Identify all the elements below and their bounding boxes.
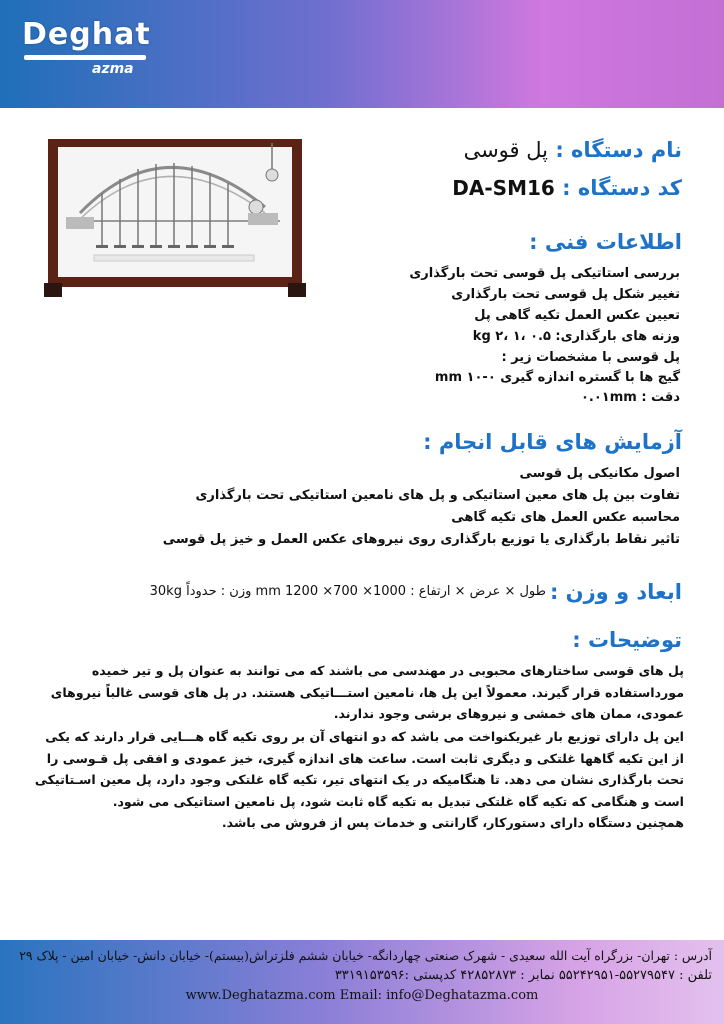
- tech-line-1: بررسی استاتیکی پل قوسی تحت بارگذاری: [409, 266, 680, 281]
- device-name-heading: [464, 138, 682, 162]
- logo-underline: [24, 55, 146, 60]
- device-name-value: پل قوسی: [463, 138, 548, 162]
- tech-line-3: تعیین عکس العمل تکیه گاهی پل: [474, 308, 680, 323]
- device-code-label: کد دستگاه :: [562, 176, 682, 200]
- description-title: توضیحات :: [572, 628, 682, 652]
- footer-web-email[interactable]: www.Deghatazma.com Email: info@Deghatazma.com: [185, 988, 539, 1003]
- arch-bridge-apparatus-image: [40, 135, 310, 303]
- footer-phones: تلفن : ۵۵۲۷۹۵۴۷-۵۵۲۴۲۹۵۱ نمابر : ۴۲۸۵۲۸۷۳ کدپستی :۳۳۱۹۱۵۳۵۹۶: [334, 968, 712, 983]
- tech-line-2: تغییر شکل پل قوسی تحت بارگذاری: [451, 287, 680, 302]
- description-paragraph-1: پل های قوسی ساختارهای محبوبی در مهندسی می باشند که می توانند به عنوان پل و تیر خمیده مورداستفاده قرار گیرند. معمولاً این پل ها، نامعین استـــاتیکی هستند. در پل های قوسی غالباً نیروهای عمودی، ممان های خمشی و نیروهای برشی وجود ندارند.: [50, 663, 684, 721]
- dimensions-text: طول × عرض × ارتفاع : 1000× 700× 1200 mm وزن : حدوداً 30kg: [149, 584, 546, 599]
- experiment-line-4: تاثیر نقاط بارگذاری یا توزیع بارگذاری روی نیروهای عکس العمل و خیز پل قوسی: [162, 532, 680, 547]
- tech-line-6: گیج ها با گستره اندازه گیری ۰-۱۰ mm: [434, 370, 680, 385]
- experiment-line-1: اصول مکانیکی پل قوسی: [519, 466, 680, 481]
- dimensions-title: ابعاد و وزن :: [549, 580, 682, 604]
- experiment-line-2: تفاوت بین پل های معین استاتیکی و پل های نامعین استاتیکی تحت بارگذاری: [195, 488, 680, 503]
- experiments-title: آزمایش های قابل انجام :: [423, 430, 682, 454]
- description-paragraph-2: این پل دارای توزیع بار غیریکنواخت می باشد که دو انتهای آن بر روی تکیه گاه هـــایی قرار دارند که یکی از این تکیه گاهها غلتکی و دیگری ثابت است. ساعت های اندازه گیری، خیز عمودی و افقی پل قـوسی را تحت بارگذاری نشان می دهد. تا هنگامیکه در یک انتهای تیر، تکیه گاه غلتکی وجود دارد، پل معین اسـتاتیکی است و هنگامی که تکیه گاه غلتکی تبدیل به تکیه گاه ثابت شود، پل نامعین استاتیکی می شود.: [34, 729, 684, 809]
- tech-info-title: اطلاعات فنی :: [529, 230, 682, 254]
- tech-line-4: وزنه های بارگذاری: ۰.۵ ،۱ ،۲ kg: [472, 329, 680, 344]
- tech-line-7: دقت : ۰.۰۱mm: [580, 390, 680, 405]
- device-name-label: نام دستگاه :: [555, 138, 682, 162]
- logo-main-text: Deghat: [22, 17, 151, 52]
- footer-address: آدرس : تهران- بزرگراه آیت الله سعیدی - شهرک صنعتی چهاردانگه- خیابان ششم فلزتراش(بیستم)- خیابان دانش- خیابان امین - پلاک ۲۹: [19, 948, 712, 963]
- tech-line-5: پل قوسی با مشخصات زیر :: [501, 350, 680, 365]
- device-code-value: DA-SM16: [452, 176, 555, 200]
- experiment-line-3: محاسبه عکس العمل های تکیه گاهی: [451, 510, 680, 525]
- logo-sub-text: azma: [92, 61, 134, 77]
- company-logo: [22, 17, 151, 79]
- description-paragraph-3: همچنین دستگاه دارای دستورکار، گارانتی و خدمات پس از فروش می باشد.: [221, 815, 684, 830]
- device-code-heading: [452, 176, 682, 200]
